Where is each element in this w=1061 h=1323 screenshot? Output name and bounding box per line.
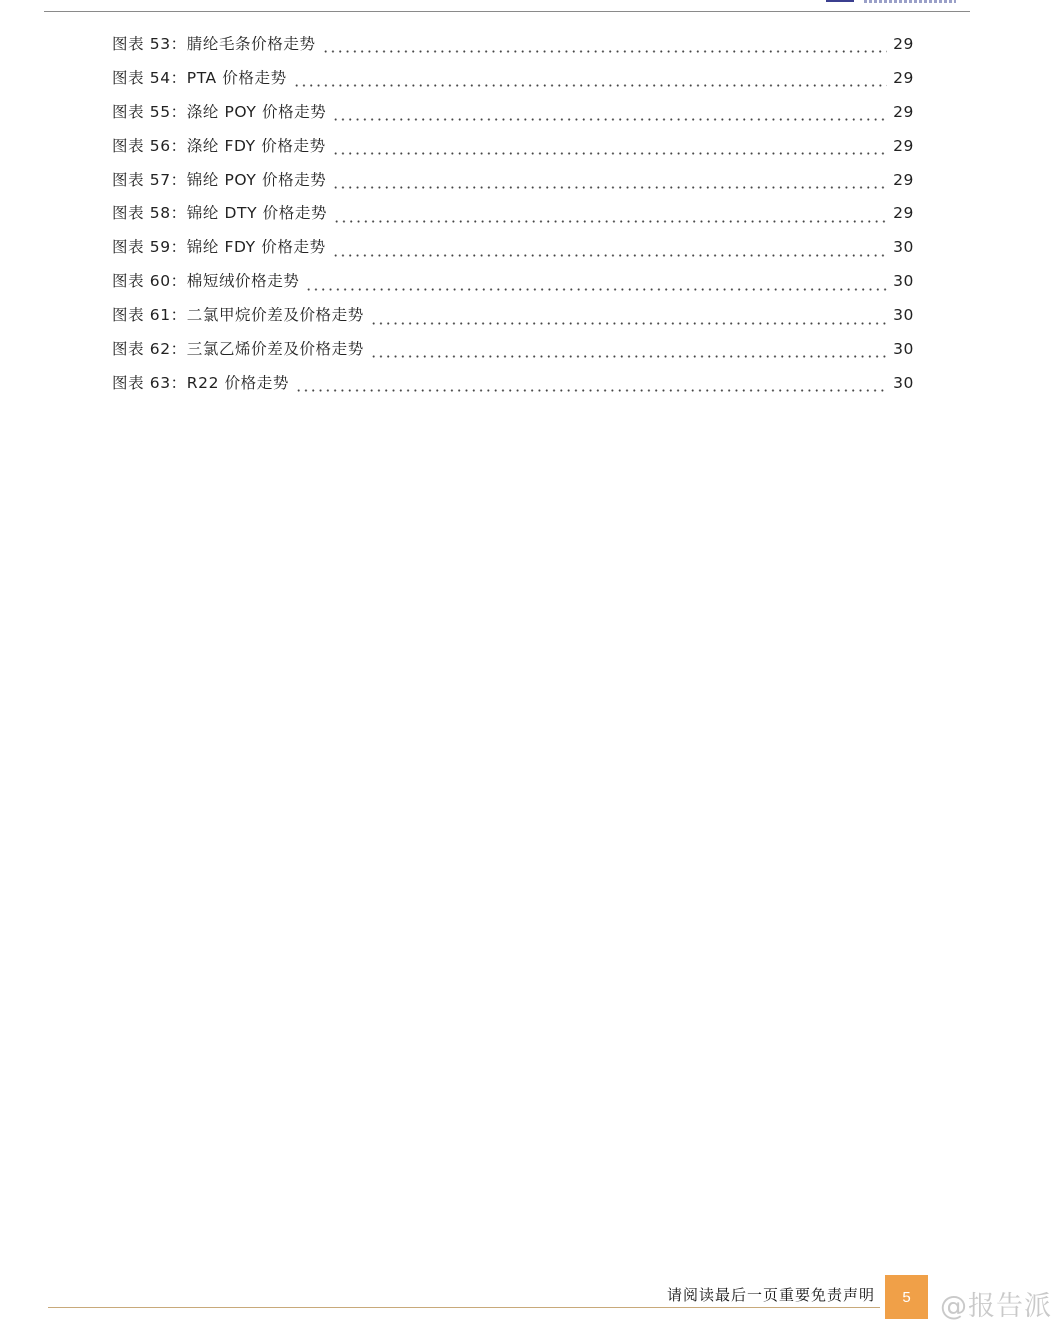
toc-entry-title: 图表 56：涤纶 FDY 价格走势: [112, 136, 326, 155]
toc-leader-dots: [295, 389, 887, 392]
toc-leader-dots: [333, 220, 887, 223]
toc-leader-dots: [332, 186, 887, 189]
toc-leader-dots: [332, 152, 887, 155]
toc-entry-page: 30: [893, 306, 914, 325]
toc-leader-dots: [322, 50, 888, 53]
toc-entry-page: 29: [893, 204, 914, 223]
toc-entry[interactable]: [112, 164, 914, 198]
header-logo-mark: [826, 0, 854, 2]
footer-disclaimer: 请阅读最后一页重要免责声明: [666, 1286, 875, 1304]
toc-entry-title: 图表 54：PTA 价格走势: [112, 68, 287, 87]
toc-entry-page: 30: [893, 340, 914, 359]
toc-entry-title: 图表 55：涤纶 POY 价格走势: [112, 102, 327, 121]
toc-entry[interactable]: [112, 367, 914, 401]
toc-entry-page: 30: [893, 373, 914, 392]
table-of-figures: [112, 28, 914, 401]
toc-entry-title: 图表 57：锦纶 POY 价格走势: [112, 170, 327, 189]
toc-entry-page: 30: [893, 238, 914, 257]
page-number-badge: 5: [885, 1275, 928, 1319]
toc-entry-title: 图表 59：锦纶 FDY 价格走势: [112, 238, 326, 257]
toc-leader-dots: [305, 288, 887, 291]
toc-entry[interactable]: [112, 28, 914, 62]
toc-entry[interactable]: [112, 62, 914, 96]
toc-entry[interactable]: [112, 130, 914, 164]
footer-rule: [48, 1307, 880, 1308]
toc-entry[interactable]: [112, 231, 914, 265]
toc-entry-title: 图表 62：三氯乙烯价差及价格走势: [112, 340, 364, 359]
toc-entry-title: 图表 58：锦纶 DTY 价格走势: [112, 204, 328, 223]
header-rule: [44, 11, 970, 12]
toc-entry-page: 29: [893, 136, 914, 155]
toc-leader-dots: [370, 322, 887, 325]
toc-entry-title: 图表 61：二氯甲烷价差及价格走势: [112, 306, 364, 325]
toc-leader-dots: [332, 118, 887, 121]
toc-entry[interactable]: [112, 96, 914, 130]
toc-entry-page: 29: [893, 68, 914, 87]
toc-leader-dots: [332, 254, 887, 257]
toc-entry-title: 图表 60：棉短绒价格走势: [112, 272, 300, 291]
toc-entry-page: 29: [893, 102, 914, 121]
watermark: @报告派: [940, 1291, 1052, 1322]
toc-entry-page: 29: [893, 170, 914, 189]
toc-entry-title: 图表 53：腈纶毛条价格走势: [112, 35, 316, 53]
toc-entry[interactable]: [112, 299, 914, 333]
toc-entry[interactable]: [112, 333, 914, 367]
toc-entry[interactable]: [112, 265, 914, 299]
toc-entry[interactable]: [112, 197, 914, 231]
toc-entry-title: 图表 63：R22 价格走势: [112, 373, 289, 392]
toc-leader-dots: [293, 84, 887, 87]
header-logo-text: [864, 0, 956, 3]
toc-leader-dots: [370, 355, 887, 358]
toc-entry-page: 29: [893, 35, 914, 53]
toc-entry-page: 30: [893, 272, 914, 291]
